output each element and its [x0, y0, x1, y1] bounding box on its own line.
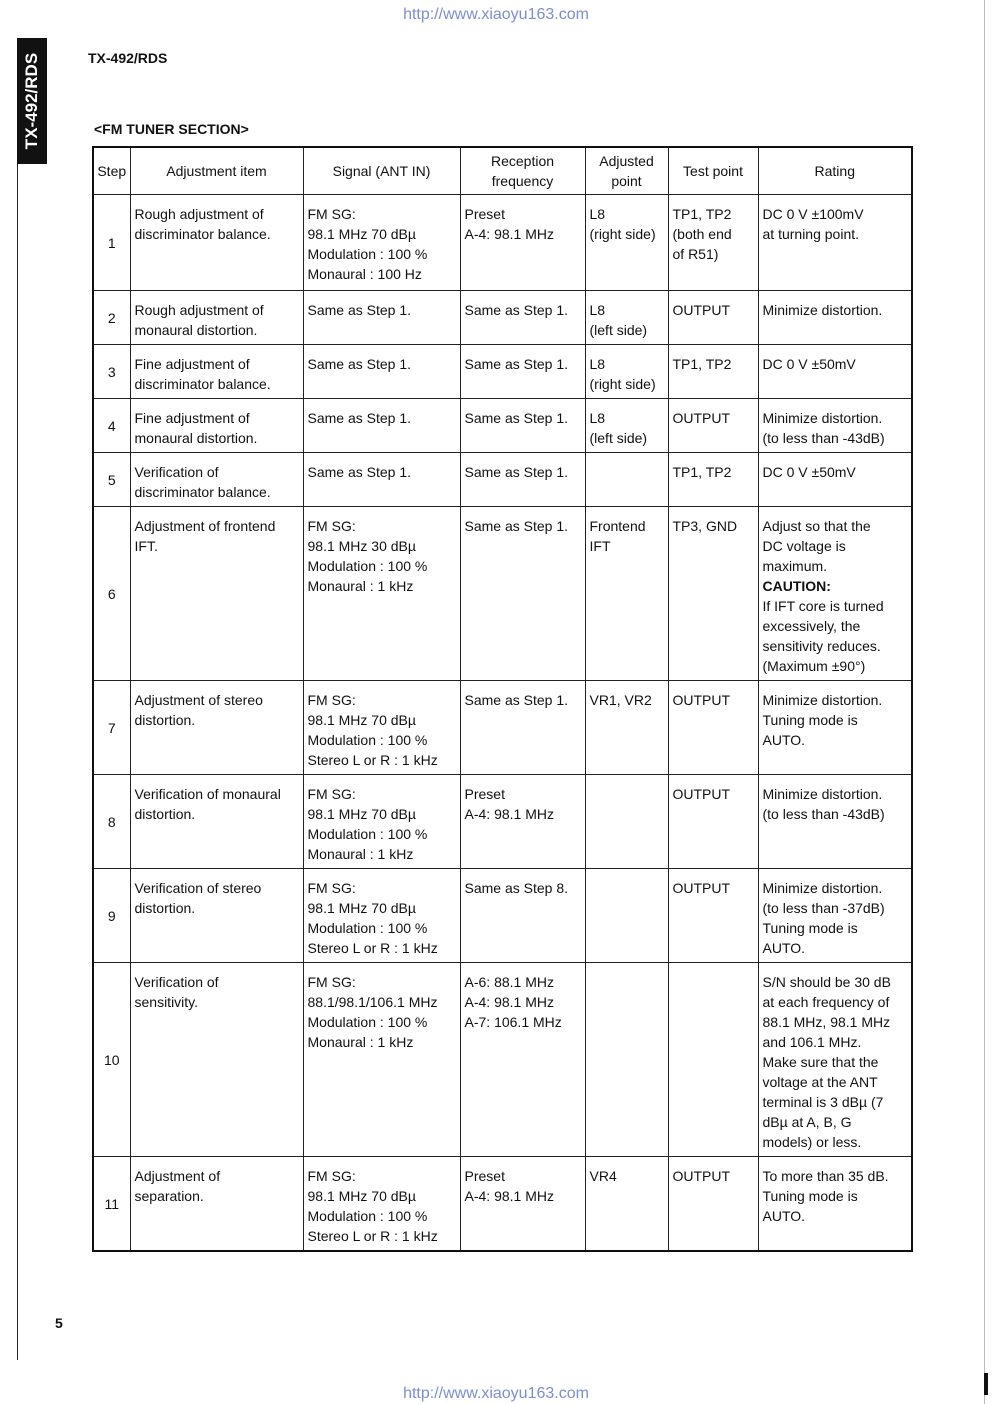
- cell-adjustment-item: [130, 869, 303, 963]
- cell-line: AUTO.: [762, 940, 806, 956]
- cell-step: 8: [93, 775, 130, 869]
- cell-reception-frequency: [460, 775, 585, 869]
- caution-label: CAUTION:: [762, 578, 831, 594]
- cell-line: Verification of: [134, 464, 219, 480]
- cell-signal: [303, 507, 460, 681]
- page-number: 5: [55, 1315, 63, 1331]
- cell-reception-frequency: [460, 1157, 585, 1252]
- cell-line: Monaural : 100 Hz: [307, 266, 422, 282]
- cell-line: 98.1 MHz 70 dBµ: [307, 900, 416, 916]
- cell-reception-frequency: [460, 453, 585, 507]
- cell-line: discriminator balance.: [134, 226, 271, 242]
- cell-line: Same as Step 1.: [307, 302, 412, 318]
- cell-line: FM SG:: [307, 518, 356, 534]
- side-model-tab: [17, 38, 47, 164]
- cell-line: Stereo L or R : 1 kHz: [307, 1228, 438, 1244]
- cell-line: Rough adjustment of: [134, 206, 264, 222]
- cell-line: A-6: 88.1 MHz: [464, 974, 554, 990]
- cell-rating: [758, 291, 912, 345]
- cell-step: 2: [93, 291, 130, 345]
- cell-line: and 106.1 MHz.: [762, 1034, 862, 1050]
- cell-line: discriminator balance.: [134, 376, 271, 392]
- table-row: [93, 399, 912, 453]
- cell-test-point: [668, 963, 758, 1157]
- table-header-row: [93, 147, 912, 195]
- cell-line: Modulation : 100 %: [307, 558, 428, 574]
- cell-line: monaural distortion.: [134, 322, 258, 338]
- cell-test-point: [668, 291, 758, 345]
- cell-line: Same as Step 1.: [464, 410, 569, 426]
- cell-rating: [758, 507, 912, 681]
- cell-test-point: [668, 775, 758, 869]
- cell-test-point: [668, 507, 758, 681]
- cell-line: Adjustment of stereo: [134, 692, 263, 708]
- cell-line: Same as Step 1.: [307, 464, 412, 480]
- cell-line: Preset: [464, 206, 505, 222]
- cell-line: FM SG:: [307, 786, 356, 802]
- cell-rating: [758, 681, 912, 775]
- header-adjustment-item: Adjustment item: [130, 147, 303, 195]
- cell-line: TP1, TP2: [672, 356, 732, 372]
- cell-line: discriminator balance.: [134, 484, 271, 500]
- cell-step: 6: [93, 507, 130, 681]
- cell-line: Fine adjustment of: [134, 410, 250, 426]
- section-title: <FM TUNER SECTION>: [94, 121, 249, 137]
- cell-adjustment-item: [130, 453, 303, 507]
- cell-adjusted-point: [585, 453, 668, 507]
- cell-rating: [758, 869, 912, 963]
- cell-adjustment-item: [130, 1157, 303, 1252]
- cell-adjustment-item: [130, 963, 303, 1157]
- cell-adjustment-item: [130, 345, 303, 399]
- cell-rating: [758, 345, 912, 399]
- cell-line: 98.1 MHz 70 dBµ: [307, 226, 416, 242]
- table-row: [93, 507, 912, 681]
- cell-line: Same as Step 1.: [464, 464, 569, 480]
- cell-line: models) or less.: [762, 1134, 862, 1150]
- model-header: TX-492/RDS: [88, 50, 168, 66]
- cell-line: (Maximum ±90°): [762, 658, 866, 674]
- fm-tuner-adjustment-table: [92, 146, 913, 1252]
- cell-signal: [303, 399, 460, 453]
- cell-test-point: [668, 869, 758, 963]
- cell-line: OUTPUT: [672, 692, 731, 708]
- cell-adjusted-point: [585, 1157, 668, 1252]
- cell-test-point: [668, 1157, 758, 1252]
- cell-line: (left side): [589, 322, 648, 338]
- table-row: [93, 775, 912, 869]
- cell-adjusted-point: [585, 291, 668, 345]
- cell-line: Tuning mode is: [762, 920, 858, 936]
- cell-line: Frontend: [589, 518, 646, 534]
- cell-line: Monaural : 1 kHz: [307, 1034, 414, 1050]
- cell-line: Make sure that the: [762, 1054, 879, 1070]
- cell-line: Verification of stereo: [134, 880, 262, 896]
- cell-line: Adjust so that the: [762, 518, 871, 534]
- cell-signal: [303, 775, 460, 869]
- cell-line: TP3, GND: [672, 518, 738, 534]
- header-rating: Rating: [758, 147, 912, 195]
- cell-line: Adjustment of: [134, 1168, 221, 1184]
- cell-line: Verification of: [134, 974, 219, 990]
- cell-signal: [303, 869, 460, 963]
- cell-adjustment-item: [130, 681, 303, 775]
- cell-line: To more than 35 dB.: [762, 1168, 889, 1184]
- cell-line: distortion.: [134, 806, 196, 822]
- table-row: [93, 1157, 912, 1252]
- cell-signal: [303, 681, 460, 775]
- cell-line: OUTPUT: [672, 302, 731, 318]
- cell-test-point: [668, 195, 758, 291]
- cell-line: Modulation : 100 %: [307, 732, 428, 748]
- cell-line: Modulation : 100 %: [307, 826, 428, 842]
- cell-line: 98.1 MHz 30 dBµ: [307, 538, 416, 554]
- cell-test-point: [668, 399, 758, 453]
- cell-rating: [758, 453, 912, 507]
- cell-line: Modulation : 100 %: [307, 1014, 428, 1030]
- cell-adjustment-item: [130, 399, 303, 453]
- cell-line: Rough adjustment of: [134, 302, 264, 318]
- cell-line: Same as Step 1.: [464, 692, 569, 708]
- cell-step: 9: [93, 869, 130, 963]
- header-signal: Signal (ANT IN): [303, 147, 460, 195]
- cell-line: OUTPUT: [672, 786, 731, 802]
- cell-test-point: [668, 681, 758, 775]
- table-row: [93, 291, 912, 345]
- cell-reception-frequency: [460, 963, 585, 1157]
- cell-line: A-4: 98.1 MHz: [464, 1188, 554, 1204]
- cell-line: Same as Step 8.: [464, 880, 569, 896]
- header-adjusted-point: Adjusted point: [585, 147, 668, 195]
- cell-adjusted-point: [585, 869, 668, 963]
- cell-reception-frequency: [460, 399, 585, 453]
- cell-line: Monaural : 1 kHz: [307, 846, 414, 862]
- cell-adjustment-item: [130, 291, 303, 345]
- cell-adjusted-point: [585, 195, 668, 291]
- cell-line: S/N should be 30 dB: [762, 974, 891, 990]
- cell-line: at turning point.: [762, 226, 860, 242]
- cell-step: 5: [93, 453, 130, 507]
- cell-line: VR4: [589, 1168, 617, 1184]
- cell-line: separation.: [134, 1188, 204, 1204]
- cell-reception-frequency: [460, 507, 585, 681]
- cell-line: IFT: [589, 538, 611, 554]
- cell-line: distortion.: [134, 900, 196, 916]
- cell-line: DC 0 V ±100mV: [762, 206, 864, 222]
- cell-line: AUTO.: [762, 1208, 806, 1224]
- cell-line: Same as Step 1.: [464, 302, 569, 318]
- cell-line: FM SG:: [307, 1168, 356, 1184]
- cell-rating: [758, 195, 912, 291]
- cell-line: (left side): [589, 430, 648, 446]
- cell-reception-frequency: [460, 869, 585, 963]
- cell-reception-frequency: [460, 345, 585, 399]
- cell-line: dBµ at A, B, G: [762, 1114, 852, 1130]
- cell-line: VR1, VR2: [589, 692, 652, 708]
- header-step: Step: [93, 147, 130, 195]
- cell-line: Minimize distortion.: [762, 786, 883, 802]
- cell-line: maximum.: [762, 558, 828, 574]
- cell-line: Minimize distortion.: [762, 410, 883, 426]
- cell-line: Stereo L or R : 1 kHz: [307, 752, 438, 768]
- cell-line: at each frequency of: [762, 994, 890, 1010]
- cell-line: Monaural : 1 kHz: [307, 578, 414, 594]
- cell-line: Tuning mode is: [762, 1188, 858, 1204]
- cell-line: Tuning mode is: [762, 712, 858, 728]
- cell-line: voltage at the ANT: [762, 1074, 878, 1090]
- cell-line: L8: [589, 356, 606, 372]
- cell-rating: [758, 775, 912, 869]
- cell-line: A-4: 98.1 MHz: [464, 226, 554, 242]
- table-row: [93, 681, 912, 775]
- cell-test-point: [668, 345, 758, 399]
- side-model-label: TX-492/RDS: [22, 52, 41, 150]
- cell-line: Preset: [464, 1168, 505, 1184]
- cell-line: 88.1/98.1/106.1 MHz: [307, 994, 438, 1010]
- cell-adjusted-point: [585, 399, 668, 453]
- cell-line: (to less than -43dB): [762, 430, 885, 446]
- cell-adjusted-point: [585, 681, 668, 775]
- cell-adjusted-point: [585, 963, 668, 1157]
- cell-line: A-4: 98.1 MHz: [464, 806, 554, 822]
- header-reception-frequency: Reception frequency: [460, 147, 585, 195]
- cell-line: 98.1 MHz 70 dBµ: [307, 712, 416, 728]
- header-test-point: Test point: [668, 147, 758, 195]
- cell-line: OUTPUT: [672, 410, 731, 426]
- table-row: [93, 195, 912, 291]
- cell-reception-frequency: [460, 195, 585, 291]
- cell-line: Verification of monaural: [134, 786, 281, 802]
- cell-line: Modulation : 100 %: [307, 246, 428, 262]
- cell-line: DC voltage is: [762, 538, 846, 554]
- cell-signal: [303, 963, 460, 1157]
- right-page-edge: [984, 0, 985, 1404]
- cell-test-point: [668, 453, 758, 507]
- source-url-top[interactable]: http://www.xiaoyu163.com: [403, 6, 589, 23]
- cell-line: 98.1 MHz 70 dBµ: [307, 1188, 416, 1204]
- cell-signal: [303, 1157, 460, 1252]
- cell-line: Same as Step 1.: [464, 518, 569, 534]
- cell-line: Modulation : 100 %: [307, 920, 428, 936]
- cell-line: sensitivity reduces.: [762, 638, 881, 654]
- cell-line: of R51): [672, 246, 719, 262]
- cell-line: sensitivity.: [134, 994, 199, 1010]
- cell-adjustment-item: [130, 775, 303, 869]
- table-row: [93, 869, 912, 963]
- cell-signal: [303, 291, 460, 345]
- cell-signal: [303, 345, 460, 399]
- cell-step: 7: [93, 681, 130, 775]
- cell-line: If IFT core is turned: [762, 598, 884, 614]
- cell-step: 4: [93, 399, 130, 453]
- table-row: [93, 963, 912, 1157]
- cell-adjustment-item: [130, 195, 303, 291]
- cell-step: 1: [93, 195, 130, 291]
- cell-line: FM SG:: [307, 692, 356, 708]
- cell-line: (right side): [589, 226, 656, 242]
- cell-adjusted-point: [585, 345, 668, 399]
- cell-line: monaural distortion.: [134, 430, 258, 446]
- cell-line: (both end: [672, 226, 732, 242]
- cell-line: A-7: 106.1 MHz: [464, 1014, 562, 1030]
- cell-rating: [758, 1157, 912, 1252]
- source-url-bottom[interactable]: http://www.xiaoyu163.com: [403, 1385, 589, 1402]
- cell-line: Same as Step 1.: [307, 356, 412, 372]
- cell-line: Minimize distortion.: [762, 692, 883, 708]
- cell-signal: [303, 195, 460, 291]
- cell-adjusted-point: [585, 775, 668, 869]
- cell-line: terminal is 3 dBµ (7: [762, 1094, 884, 1110]
- cell-line: FM SG:: [307, 206, 356, 222]
- cell-line: L8: [589, 206, 606, 222]
- cell-line: Minimize distortion.: [762, 302, 883, 318]
- table-body: [93, 195, 912, 1252]
- cell-line: 98.1 MHz 70 dBµ: [307, 806, 416, 822]
- cell-rating: [758, 963, 912, 1157]
- table-row: [93, 453, 912, 507]
- cell-step: 10: [93, 963, 130, 1157]
- cell-line: DC 0 V ±50mV: [762, 464, 856, 480]
- cell-line: Adjustment of frontend: [134, 518, 276, 534]
- cell-reception-frequency: [460, 291, 585, 345]
- cell-adjusted-point: [585, 507, 668, 681]
- cell-line: excessively, the: [762, 618, 861, 634]
- cell-line: FM SG:: [307, 880, 356, 896]
- cell-line: Preset: [464, 786, 505, 802]
- cell-signal: [303, 453, 460, 507]
- cell-step: 3: [93, 345, 130, 399]
- cell-line: Same as Step 1.: [307, 410, 412, 426]
- cell-line: A-4: 98.1 MHz: [464, 994, 554, 1010]
- cell-line: OUTPUT: [672, 880, 731, 896]
- cell-line: 88.1 MHz, 98.1 MHz: [762, 1014, 891, 1030]
- cell-line: (right side): [589, 376, 656, 392]
- cell-adjustment-item: [130, 507, 303, 681]
- cell-line: FM SG:: [307, 974, 356, 990]
- cell-line: Fine adjustment of: [134, 356, 250, 372]
- cell-line: Minimize distortion.: [762, 880, 883, 896]
- cell-line: AUTO.: [762, 732, 806, 748]
- cell-line: (to less than -37dB): [762, 900, 885, 916]
- cell-line: (to less than -43dB): [762, 806, 885, 822]
- cell-line: TP1, TP2: [672, 464, 732, 480]
- cell-step: 11: [93, 1157, 130, 1252]
- cell-line: Stereo L or R : 1 kHz: [307, 940, 438, 956]
- cell-line: Same as Step 1.: [464, 356, 569, 372]
- cell-line: DC 0 V ±50mV: [762, 356, 856, 372]
- cell-line: L8: [589, 302, 606, 318]
- table-row: [93, 345, 912, 399]
- cell-line: TP1, TP2: [672, 206, 732, 222]
- cell-line: Modulation : 100 %: [307, 1208, 428, 1224]
- cell-line: distortion.: [134, 712, 196, 728]
- cell-line: L8: [589, 410, 606, 426]
- cell-rating: [758, 399, 912, 453]
- left-margin-rule: [17, 164, 18, 1360]
- cell-reception-frequency: [460, 681, 585, 775]
- cell-line: IFT.: [134, 538, 158, 554]
- cell-line: OUTPUT: [672, 1168, 731, 1184]
